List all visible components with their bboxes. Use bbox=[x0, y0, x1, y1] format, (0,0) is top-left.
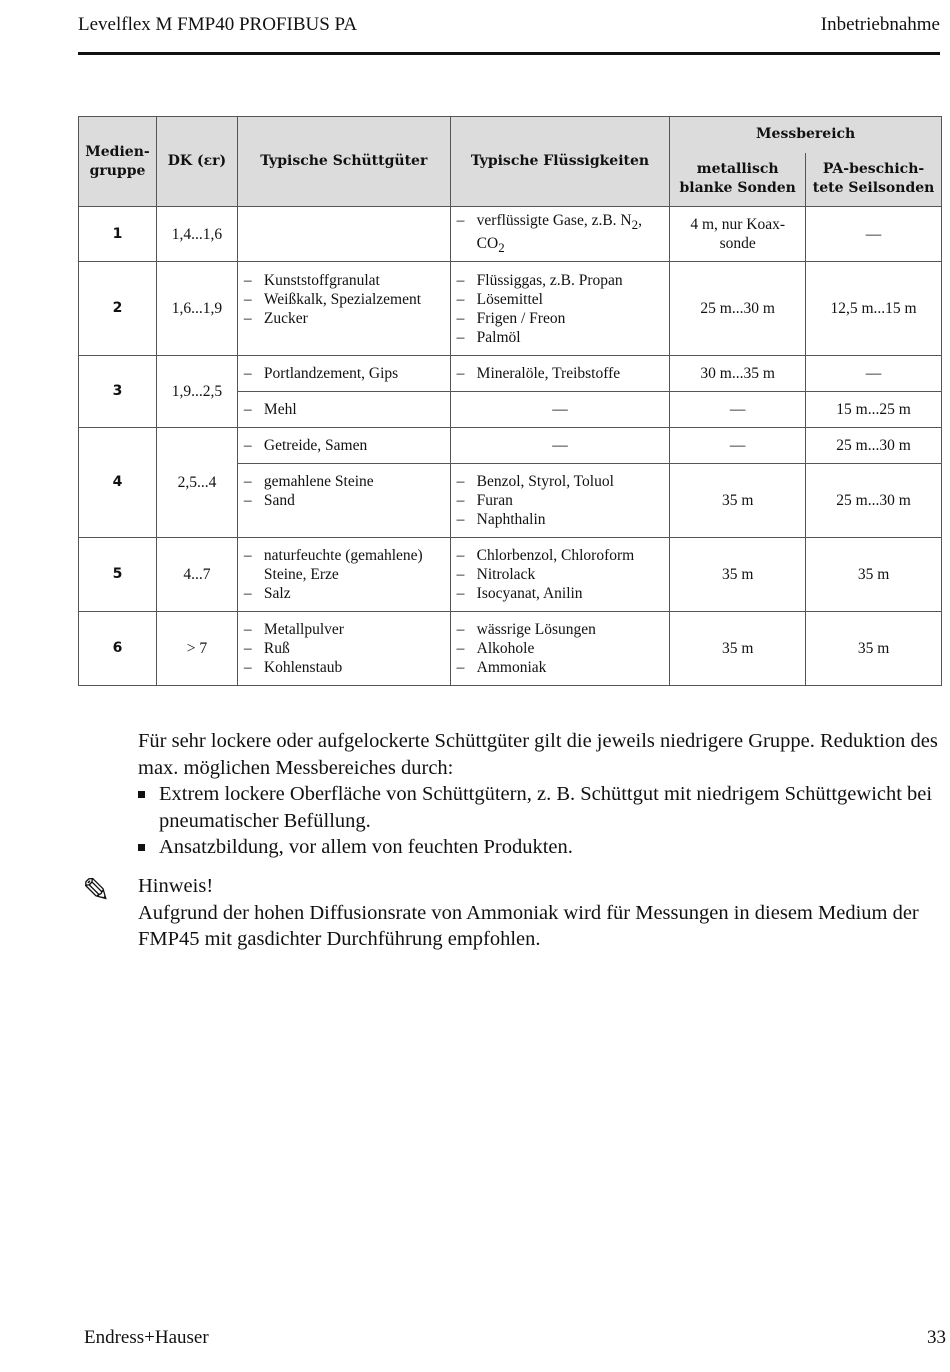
list-item: – Nitrolack bbox=[457, 565, 664, 584]
col-header-range: Messbereich bbox=[670, 117, 942, 153]
list-item: – Flüssiggas, z.B. Propan bbox=[457, 271, 664, 290]
pa-range-cell: 35 m bbox=[806, 538, 942, 612]
list-item: – Lösemittel bbox=[457, 290, 664, 309]
list-item: – Kohlenstaub bbox=[244, 658, 444, 677]
col-header-group: Medien- gruppe bbox=[79, 117, 157, 207]
liquid-cell bbox=[450, 464, 670, 538]
metal-range-cell: 4 m, nur Koax- sonde bbox=[670, 207, 806, 262]
list-item: – Sand bbox=[244, 491, 444, 510]
list-item: – Salz bbox=[244, 584, 444, 603]
list-item: – Mineralöle, Treibstoffe bbox=[457, 364, 664, 383]
list-item: – Palmöl bbox=[457, 328, 664, 347]
list-item: – naturfeuchte (gemahlene) bbox=[244, 546, 444, 565]
group-cell: 2 bbox=[79, 262, 157, 356]
list-item: – Frigen / Freon bbox=[457, 309, 664, 328]
list-item: Steine, Erze bbox=[263, 566, 339, 583]
table-row bbox=[79, 612, 942, 686]
footer-brand: Endress+Hauser bbox=[84, 1327, 209, 1348]
note-title: Hinweis! bbox=[138, 875, 214, 897]
col-header-metal: metallisch blanke Sonden bbox=[670, 153, 806, 207]
running-header-section: Inbetriebnahme bbox=[820, 14, 940, 35]
group-cell: 4 bbox=[79, 428, 157, 538]
bullet-item bbox=[138, 834, 938, 861]
metal-range-cell: — bbox=[670, 428, 806, 464]
note-body: Aufgrund der hohen Diffusionsrate von Ammoniak wird für Messungen in diesem Medium der FMP45 mit gasdichter Durchführung empfohlen. bbox=[138, 901, 919, 950]
list-item: – Metallpulver bbox=[244, 620, 444, 639]
group-cell: 6 bbox=[79, 612, 157, 686]
header-rule bbox=[78, 52, 940, 55]
bulk-cell bbox=[237, 464, 450, 538]
list-item: – Mehl bbox=[244, 400, 444, 419]
square-bullet-icon bbox=[138, 791, 145, 798]
pa-range-cell: 12,5 m...15 m bbox=[806, 262, 942, 356]
metal-range-cell: 35 m bbox=[670, 538, 806, 612]
dk-cell: 1,6...1,9 bbox=[156, 262, 237, 356]
bulk-cell bbox=[237, 612, 450, 686]
list-item: – Isocyanat, Anilin bbox=[457, 584, 664, 603]
list-item: – Benzol, Styrol, Toluol bbox=[457, 472, 664, 491]
pa-range-cell: 15 m...25 m bbox=[806, 392, 942, 428]
body-paragraph: Für sehr lockere oder aufgelockerte Schüttgüter gilt die jeweils niedrigere Gruppe. Reduktion des max. möglichen Messbereiches durch: bbox=[138, 730, 938, 779]
bulk-cell bbox=[237, 392, 450, 428]
media-group-table bbox=[78, 116, 942, 686]
liquid-cell: — bbox=[450, 392, 670, 428]
list-item: – Zucker bbox=[244, 309, 444, 328]
dk-cell: > 7 bbox=[156, 612, 237, 686]
metal-range-cell: 30 m...35 m bbox=[670, 356, 806, 392]
group-cell: 1 bbox=[79, 207, 157, 262]
list-item: – Chlorbenzol, Chloroform bbox=[457, 546, 664, 565]
bulk-cell bbox=[237, 356, 450, 392]
table-row bbox=[79, 356, 942, 392]
bulk-cell bbox=[237, 207, 450, 262]
list-item: – Weißkalk, Spezialzement bbox=[244, 290, 444, 309]
metal-range-cell: — bbox=[670, 392, 806, 428]
table-row bbox=[79, 262, 942, 356]
bullet-item bbox=[138, 781, 938, 834]
liquid-cell bbox=[450, 207, 670, 262]
table-row bbox=[79, 428, 942, 464]
bullet-text: Ansatzbildung, vor allem von feuchten Produkten. bbox=[159, 836, 573, 858]
metal-range-cell: 35 m bbox=[670, 612, 806, 686]
liquid-cell: — bbox=[450, 428, 670, 464]
list-item: – gemahlene Steine bbox=[244, 472, 444, 491]
pencil-icon: ✎ bbox=[82, 871, 111, 911]
col-header-bulk: Typische Schüttgüter bbox=[237, 117, 450, 207]
list-item: – Furan bbox=[457, 491, 664, 510]
list-item: – Getreide, Samen bbox=[244, 436, 444, 455]
list-item: – Naphthalin bbox=[457, 510, 664, 529]
list-item: – Portlandzement, Gips bbox=[244, 364, 444, 383]
pa-range-cell: 35 m bbox=[806, 612, 942, 686]
list-item: – Kunststoffgranulat bbox=[244, 271, 444, 290]
bulk-cell bbox=[237, 428, 450, 464]
list-item: – Ammoniak bbox=[457, 658, 664, 677]
list-item: – Alkohole bbox=[457, 639, 664, 658]
square-bullet-icon bbox=[138, 844, 145, 851]
page-number: 33 bbox=[927, 1327, 946, 1348]
liquid-cell bbox=[450, 538, 670, 612]
dk-cell: 4...7 bbox=[156, 538, 237, 612]
table-row bbox=[79, 538, 942, 612]
metal-range-cell: 25 m...30 m bbox=[670, 262, 806, 356]
metal-range-cell: 35 m bbox=[670, 464, 806, 538]
bulk-cell bbox=[237, 262, 450, 356]
bulk-cell bbox=[237, 538, 450, 612]
list-item: – Ruß bbox=[244, 639, 444, 658]
note-block bbox=[138, 873, 948, 953]
dk-cell: 2,5...4 bbox=[156, 428, 237, 538]
pa-range-cell: — bbox=[806, 356, 942, 392]
bullet-text: Extrem lockere Oberfläche von Schüttgütern, z. B. Schüttgut mit niedrigem Schüttgewicht bei pneumatischer Befüllung. bbox=[159, 783, 933, 832]
group-cell: 5 bbox=[79, 538, 157, 612]
col-header-liquid: Typische Flüssigkeiten bbox=[450, 117, 670, 207]
pa-range-cell: 25 m...30 m bbox=[806, 464, 942, 538]
col-header-dk: DK (εr) bbox=[156, 117, 237, 207]
liquid-cell bbox=[450, 356, 670, 392]
col-header-pa: PA-beschich- tete Seilsonden bbox=[806, 153, 942, 207]
liquid-cell bbox=[450, 612, 670, 686]
liquid-cell bbox=[450, 262, 670, 356]
dk-cell: 1,4...1,6 bbox=[156, 207, 237, 262]
table-row bbox=[79, 207, 942, 262]
list-item: – verflüssigte Gase, z.B. $N_2$, $CO_2$ bbox=[457, 211, 664, 257]
running-header-title: Levelflex M FMP40 PROFIBUS PA bbox=[78, 14, 358, 35]
list-item: – wässrige Lösungen bbox=[457, 620, 664, 639]
dk-cell: 1,9...2,5 bbox=[156, 356, 237, 428]
pa-range-cell: 25 m...30 m bbox=[806, 428, 942, 464]
group-cell: 3 bbox=[79, 356, 157, 428]
pa-range-cell: — bbox=[806, 207, 942, 262]
